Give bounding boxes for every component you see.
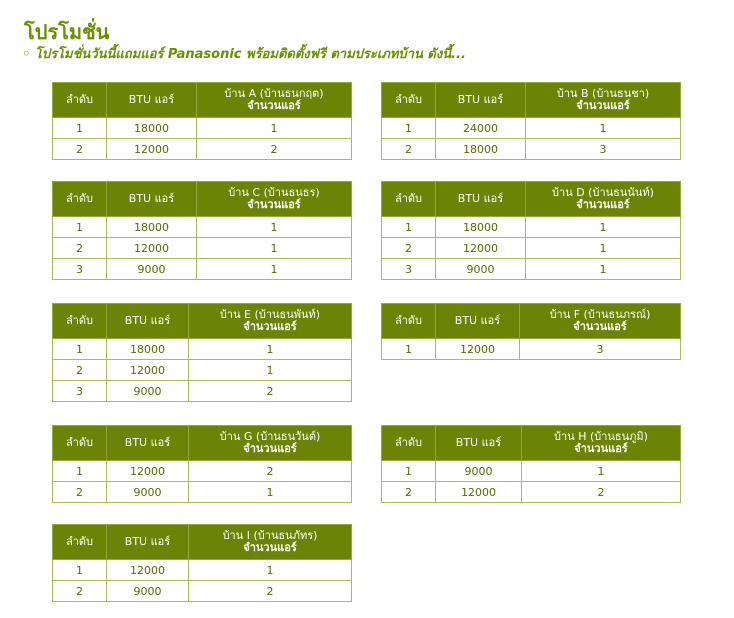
order-cell: 2 [53, 139, 107, 160]
count-cell: 2 [522, 482, 681, 503]
count-label: จำนวนแอร์ [576, 99, 630, 112]
house-e-table [52, 303, 352, 402]
table-header-row [382, 83, 681, 118]
table-header-row [53, 525, 352, 560]
btu-cell: 9000 [107, 381, 189, 402]
house-count-header [197, 182, 352, 217]
count-cell: 1 [526, 118, 681, 139]
order-header: ลำดับ [53, 426, 107, 461]
count-cell: 1 [189, 482, 352, 503]
table-row [382, 339, 681, 360]
count-label: จำนวนแอร์ [243, 320, 297, 333]
table-row [53, 381, 352, 402]
page-title: โปรโมชั่น [24, 20, 110, 44]
count-cell: 1 [197, 118, 352, 139]
btu-cell: 18000 [107, 217, 197, 238]
table-header-row [53, 304, 352, 339]
order-cell: 1 [382, 217, 436, 238]
table-header-row [382, 304, 681, 339]
house-d-table [381, 181, 681, 280]
house-g-table [52, 425, 352, 503]
table-row [382, 259, 681, 280]
house-name: บ้าน G (บ้านธนวันต์) [219, 430, 321, 443]
btu-header: BTU แอร์ [107, 304, 189, 339]
count-cell: 3 [520, 339, 681, 360]
btu-header: BTU แอร์ [107, 525, 189, 560]
order-cell: 3 [382, 259, 436, 280]
count-cell: 1 [189, 360, 352, 381]
count-cell: 2 [197, 139, 352, 160]
count-label: จำนวนแอร์ [247, 99, 301, 112]
btu-cell: 18000 [107, 339, 189, 360]
btu-header: BTU แอร์ [436, 304, 520, 339]
btu-cell: 18000 [436, 139, 526, 160]
btu-header: BTU แอร์ [436, 182, 526, 217]
count-label: จำนวนแอร์ [243, 541, 297, 554]
table-row [382, 217, 681, 238]
house-count-header [189, 426, 352, 461]
house-h-table [381, 425, 681, 503]
btu-cell: 12000 [436, 482, 522, 503]
table-row [382, 461, 681, 482]
btu-cell: 12000 [107, 360, 189, 381]
order-header: ลำดับ [53, 304, 107, 339]
table-row [53, 238, 352, 259]
table-row [382, 482, 681, 503]
house-count-header [522, 426, 681, 461]
table-row [53, 560, 352, 581]
btu-header: BTU แอร์ [436, 83, 526, 118]
btu-cell: 9000 [436, 461, 522, 482]
house-count-header [189, 525, 352, 560]
count-cell: 2 [189, 581, 352, 602]
btu-cell: 18000 [436, 217, 526, 238]
table-row [53, 259, 352, 280]
order-cell: 2 [53, 482, 107, 503]
btu-header: BTU แอร์ [436, 426, 522, 461]
btu-cell: 12000 [107, 461, 189, 482]
count-cell: 3 [526, 139, 681, 160]
house-a-table [52, 82, 352, 160]
house-name: บ้าน H (บ้านธนภูมิ) [554, 430, 648, 443]
order-cell: 1 [53, 560, 107, 581]
house-name: บ้าน A (บ้านธนกฤต) [224, 87, 324, 100]
table-header-row [382, 182, 681, 217]
order-cell: 1 [382, 461, 436, 482]
order-cell: 2 [382, 482, 436, 503]
house-f-table [381, 303, 681, 360]
count-cell: 1 [197, 238, 352, 259]
order-cell: 1 [382, 118, 436, 139]
table-header-row [53, 182, 352, 217]
btu-header: BTU แอร์ [107, 426, 189, 461]
count-label: จำนวนแอร์ [576, 198, 630, 211]
house-i-table [52, 524, 352, 602]
order-cell: 1 [53, 217, 107, 238]
house-count-header [189, 304, 352, 339]
count-cell: 1 [522, 461, 681, 482]
count-cell: 1 [526, 238, 681, 259]
btu-cell: 9000 [107, 259, 197, 280]
order-cell: 3 [53, 259, 107, 280]
table-header-row [53, 426, 352, 461]
order-header: ลำดับ [382, 426, 436, 461]
btu-cell: 12000 [436, 238, 526, 259]
order-cell: 1 [382, 339, 436, 360]
btu-cell: 9000 [107, 482, 189, 503]
order-header: ลำดับ [382, 304, 436, 339]
count-cell: 2 [189, 381, 352, 402]
order-cell: 2 [53, 360, 107, 381]
house-b-table [381, 82, 681, 160]
table-row [53, 217, 352, 238]
btu-cell: 12000 [436, 339, 520, 360]
order-cell: 2 [53, 581, 107, 602]
btu-cell: 12000 [107, 139, 197, 160]
btu-header: BTU แอร์ [107, 83, 197, 118]
house-name: บ้าน I (บ้านธนภัทร) [222, 529, 318, 542]
btu-cell: 12000 [107, 238, 197, 259]
house-name: บ้าน B (บ้านธนชา) [556, 87, 650, 100]
table-row [53, 339, 352, 360]
order-cell: 3 [53, 381, 107, 402]
count-cell: 1 [189, 339, 352, 360]
order-header: ลำดับ [53, 182, 107, 217]
page-subtitle: ◦ โปรโมชั่นวันนี้แถมแอร์ Panasonic พร้อมติดตั้งฟรี ตามประเภทบ้าน ดังนี้... [22, 47, 466, 62]
table-row [382, 238, 681, 259]
count-label: จำนวนแอร์ [247, 198, 301, 211]
btu-cell: 18000 [107, 118, 197, 139]
table-row [53, 360, 352, 381]
table-row [53, 139, 352, 160]
count-label: จำนวนแอร์ [574, 442, 628, 455]
table-header-row [53, 83, 352, 118]
count-label: จำนวนแอร์ [243, 442, 297, 455]
table-row [382, 139, 681, 160]
house-count-header [520, 304, 681, 339]
btu-cell: 9000 [107, 581, 189, 602]
order-cell: 1 [53, 118, 107, 139]
table-header-row [382, 426, 681, 461]
house-count-header [197, 83, 352, 118]
house-name: บ้าน D (บ้านธนนันท์) [552, 186, 654, 199]
count-cell: 1 [526, 217, 681, 238]
count-cell: 1 [189, 560, 352, 581]
count-cell: 1 [197, 217, 352, 238]
house-name: บ้าน C (บ้านธนธร) [228, 186, 320, 199]
count-cell: 1 [197, 259, 352, 280]
count-cell: 2 [189, 461, 352, 482]
table-row [53, 581, 352, 602]
table-row [53, 118, 352, 139]
order-header: ลำดับ [382, 182, 436, 217]
order-cell: 1 [53, 461, 107, 482]
order-cell: 2 [53, 238, 107, 259]
table-row [53, 461, 352, 482]
house-count-header [526, 83, 681, 118]
btu-cell: 9000 [436, 259, 526, 280]
order-cell: 2 [382, 139, 436, 160]
house-count-header [526, 182, 681, 217]
table-row [382, 118, 681, 139]
house-name: บ้าน E (บ้านธนพันท์) [219, 308, 321, 321]
house-c-table [52, 181, 352, 280]
order-cell: 2 [382, 238, 436, 259]
count-cell: 1 [526, 259, 681, 280]
order-header: ลำดับ [53, 525, 107, 560]
btu-cell: 24000 [436, 118, 526, 139]
order-cell: 1 [53, 339, 107, 360]
count-label: จำนวนแอร์ [573, 320, 627, 333]
btu-header: BTU แอร์ [107, 182, 197, 217]
table-row [53, 482, 352, 503]
house-name: บ้าน F (บ้านธนภรณ์) [549, 308, 651, 321]
btu-cell: 12000 [107, 560, 189, 581]
order-header: ลำดับ [53, 83, 107, 118]
order-header: ลำดับ [382, 83, 436, 118]
